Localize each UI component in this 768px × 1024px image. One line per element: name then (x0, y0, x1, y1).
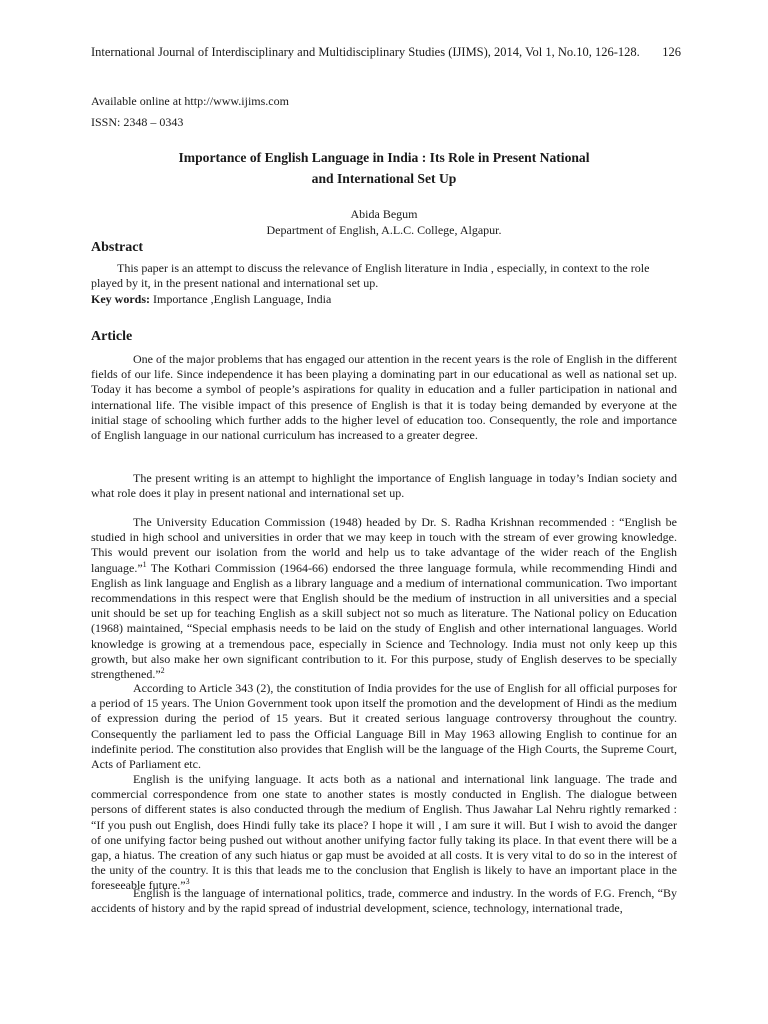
issn: ISSN: 2348 – 0343 (91, 115, 184, 129)
author-name: Abida Begum (350, 207, 418, 221)
paragraph-5-text: English is the unifying language. It acts both as a national and international link language. The trade and commercial correspondence from one state to another states is mostly conducted in English. The dialogue between persons of different states is also conducted through the medium of English. Thus Jawahar Lal Nehru rightly remarked : “If you push out English, does Hindi fully take its place? I hope it will , I am sure it will. But I wish to avoid the danger of one unifying factor being pushed out without another unifying factor fully taking its place. In that event there will be a gap, a hiatus. The creation of any such hiatus or gap must be avoided at all costs. It is very vital to do so in the interest of the unity of the country. It is this that leads me to the conclusion that English is likely to have an important place in the foreseeable future.” (91, 772, 677, 893)
keywords-text: Importance ,English Language, India (150, 292, 332, 306)
available-online: Available online at http://www.ijims.com (91, 94, 289, 108)
title-line-1: Importance of English Language in India : Its Role in Present National (178, 150, 590, 165)
running-header (91, 44, 681, 60)
abstract-heading: Abstract (91, 240, 144, 255)
affiliation: Department of English, A.L.C. College, Algapur. (266, 223, 502, 237)
footnote-ref-2: 2 (160, 666, 165, 676)
paragraph-3 (91, 515, 677, 682)
abstract-text: This paper is an attempt to discuss the relevance of English literature in India , especially, in context to the role played by it, in the present national and international set up. (91, 261, 650, 291)
paragraph-5 (91, 772, 677, 894)
paragraph-1: One of the major problems that has engaged our attention in the recent years is the role of English in the different fields of our life. Since independence it has been playing a dominating part in our educational as well as national set up. Today it has become a symbol of people’s aspirations for quality in education and a fuller participation in national and international life. The visible impact of this presence of English is that it is today being demanded by everyone at the initial stage of schooling which further adds to the higher level of education too. Consequently, the role and importance of English language in our national curriculum has increased to a greater degree. (91, 352, 677, 443)
footnote-ref-3: 3 (185, 877, 190, 887)
keywords (91, 292, 331, 307)
paragraph-6: English is the language of international politics, trade, commerce and industry. In the words of F.G. French, “By accidents of history and by the rapid spread of industrial development, science, technology, international trade, (91, 886, 677, 916)
paper-title (91, 147, 677, 189)
footnote-ref-1: 1 (142, 559, 147, 569)
paragraph-3-part-2: The Kothari Commission (1964-66) endorsed the three language formula, while recommending Hindi and English as link language and English as a library language and a medium of international communication. Two important recommendations in this respect were that English should be the medium of instruction in all universities and a special unit should be set up for teaching English as a skill subject not so much as literature. The National policy on Education (1968) maintained, “Special emphasis needs to be laid on the study of English and other international languages. World knowledge is growing at a tremendous pace, especially in Science and Technology. India must not only keep up this growth, but also make her own significant contribution to it. For this purpose, study of English deserves to be specially strengthened.” (91, 560, 677, 682)
paragraph-3-part-1: The University Education Commission (1948) headed by Dr. S. Radha Krishnan recommended : “English be studied in high school and universities in order that we may keep in touch with the stream of ever growing knowledge. This would prevent our isolation from the world and help us to take advantage of the wider reach of the English language.” (91, 515, 677, 575)
keywords-label: Key words: (91, 292, 150, 306)
paragraph-4: According to Article 343 (2), the constitution of India provides for the use of English for all official purposes for a period of 15 years. The Union Government took upon itself the promotion and the development of Hindi as the medium of expression during the period of 15 years. But it created serious language controversy throughout the country. Consequently the parliament led to pass the Official Language Bill in May 1963 allowing English to continue for an indefinite period. The constitution also provides that English will be the language of the High Courts, the Supreme Court, Acts of Parliament etc. (91, 681, 677, 772)
paragraph-2: The present writing is an attempt to highlight the importance of English language in today’s Indian society and what role does it play in present national and international set up. (91, 471, 677, 501)
page-number: 126 (662, 45, 681, 59)
article-heading: Article (91, 329, 133, 344)
title-line-2: and International Set Up (311, 171, 457, 186)
journal-citation: International Journal of Interdisciplinary and Multidisciplinary Studies (IJIMS), 2014, Vol 1, No.10, 126-128. (91, 45, 640, 59)
